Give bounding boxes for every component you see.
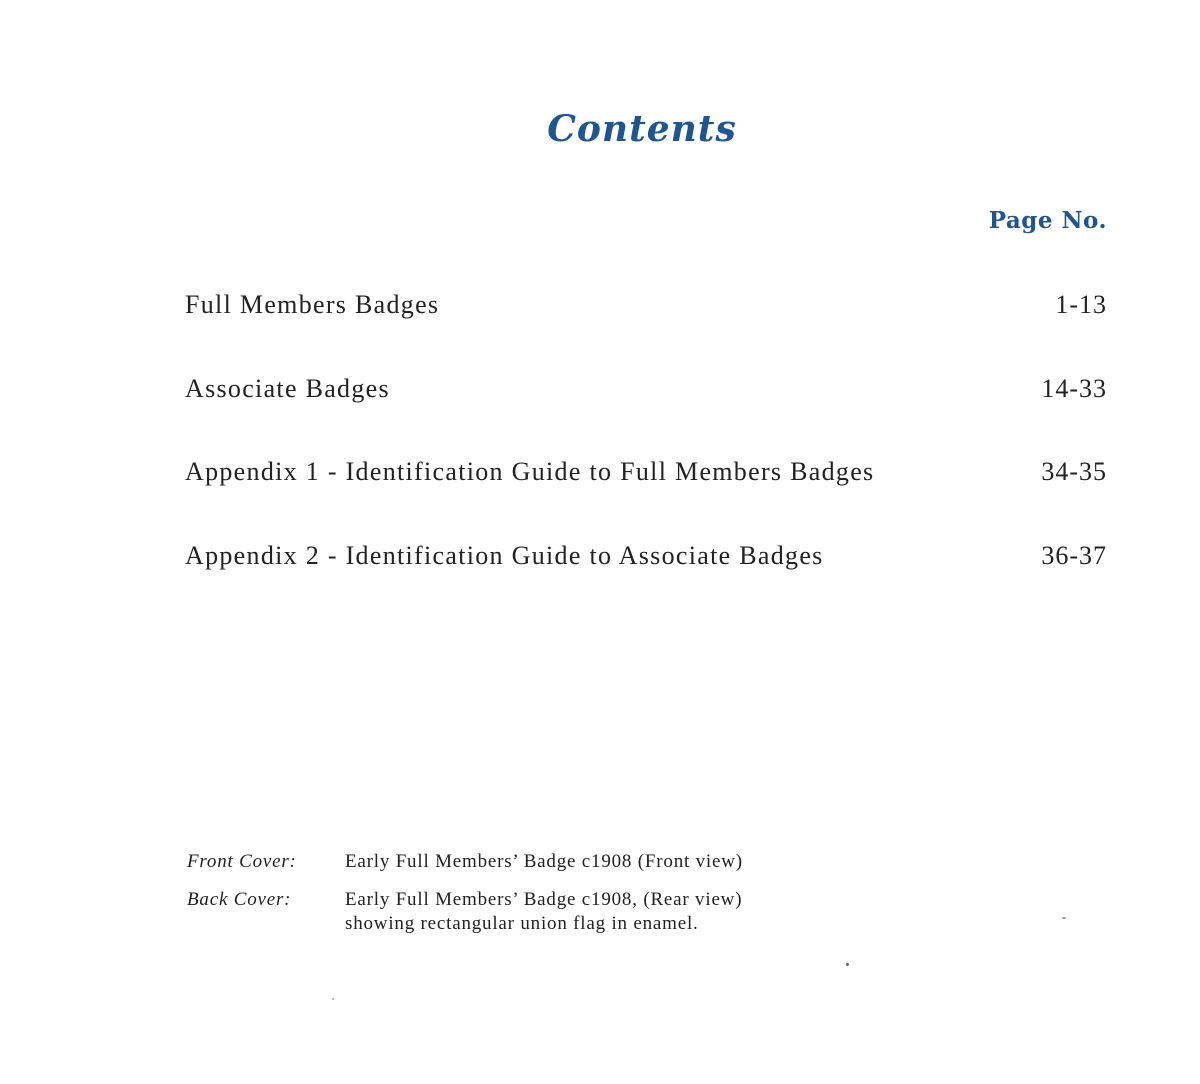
page-number-header: Page No. [988, 207, 1107, 234]
note-line: Early Full Members’ Badge c1908, (Rear view) [345, 889, 743, 910]
scan-speck [1062, 917, 1066, 919]
toc-page-range: 1-13 [1055, 290, 1107, 319]
toc-label: Appendix 2 - Identification Guide to Associate Badges [185, 541, 824, 570]
toc-page-range: 34-35 [1041, 457, 1107, 486]
toc-page-range: 36-37 [1041, 541, 1107, 570]
toc-label: Full Members Badges [185, 290, 440, 319]
note-label: Back Cover: [187, 889, 292, 910]
note-text [345, 850, 743, 874]
note-line: showing rectangular union flag in enamel. [345, 913, 699, 934]
note-back-cover [187, 888, 947, 936]
toc-row-full-members [185, 290, 1107, 326]
note-text [345, 888, 742, 936]
toc-row-associate [185, 374, 1107, 410]
note-front-cover [187, 850, 947, 874]
toc-row-appendix-1 [185, 457, 1107, 493]
note-line: Early Full Members’ Badge c1908 (Front view) [345, 851, 743, 872]
toc-label: Appendix 1 - Identification Guide to Full Members Badges [185, 457, 875, 486]
toc-row-appendix-2 [185, 541, 1107, 577]
toc-page-range: 14-33 [1041, 374, 1107, 403]
page-title: Contents [547, 108, 737, 150]
scan-speck [332, 998, 334, 1000]
scan-speck [846, 963, 849, 966]
toc-label: Associate Badges [185, 374, 390, 403]
note-label: Front Cover: [187, 851, 297, 872]
cover-notes [187, 850, 947, 950]
